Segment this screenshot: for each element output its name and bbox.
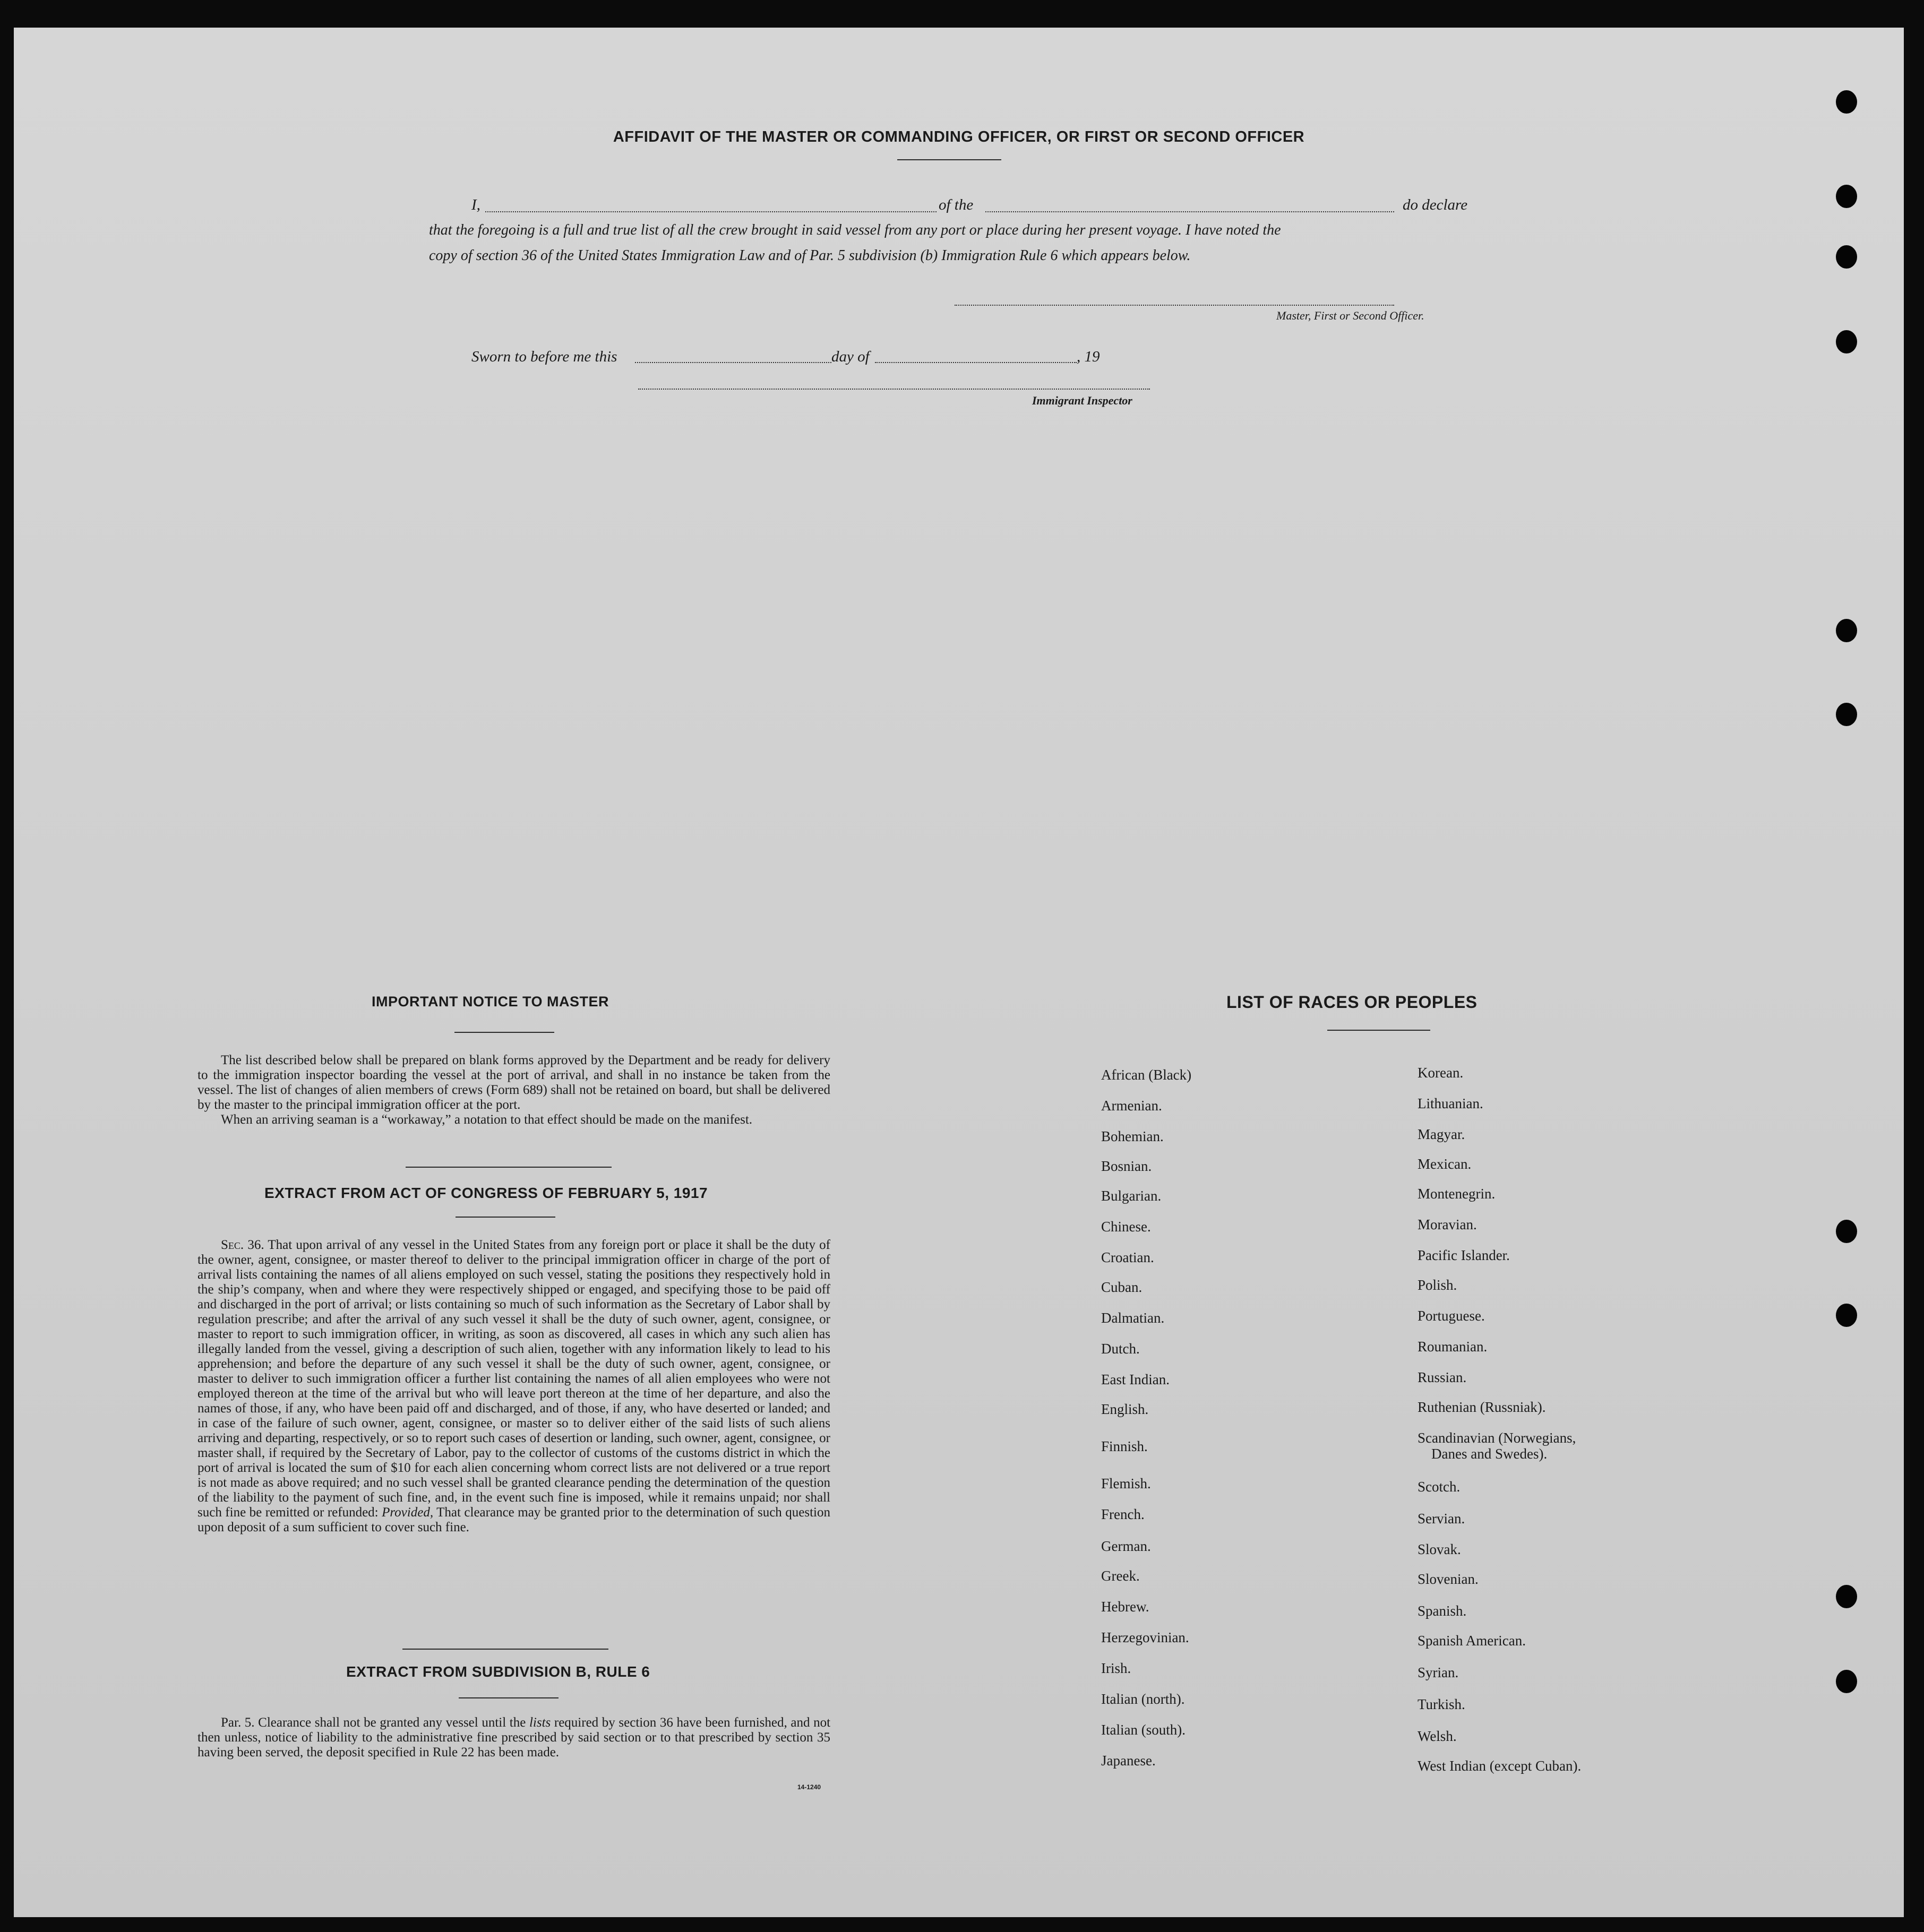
race-item: Magyar.: [1418, 1126, 1465, 1142]
day-of-label: day of: [831, 348, 870, 365]
race-item: Japanese.: [1101, 1753, 1156, 1769]
binder-hole: [1836, 330, 1857, 353]
officer-signature-caption: Master, First or Second Officer.: [1276, 309, 1424, 322]
race-item: Bulgarian.: [1101, 1188, 1162, 1204]
affidavit-i-label: I,: [471, 196, 480, 213]
binder-hole: [1836, 90, 1857, 114]
section-divider: [406, 1167, 612, 1168]
binder-hole: [1836, 1585, 1857, 1608]
race-item: Dalmatian.: [1101, 1310, 1165, 1326]
race-item: Scotch.: [1418, 1479, 1461, 1495]
race-item: Slovenian.: [1418, 1571, 1479, 1587]
act-extract-title: EXTRACT FROM ACT OF CONGRESS OF FEBRUARY 5, 1917: [264, 1185, 708, 1201]
affidavit-of-the-label: of the: [939, 196, 974, 213]
inspector-signature-field[interactable]: [638, 389, 1150, 390]
race-item: Portuguese.: [1418, 1308, 1485, 1324]
race-item: Italian (north).: [1101, 1691, 1185, 1707]
affidavit-do-declare: do declare: [1403, 196, 1468, 213]
race-item: Syrian.: [1418, 1664, 1459, 1680]
affidavit-title: AFFIDAVIT OF THE MASTER OR COMMANDING OFFICER, OR FIRST OR SECOND OFFICER: [613, 128, 1305, 145]
notice-paragraph-2: When an arriving seaman is a “workaway,” a notation to that effect should be made on the manifest.: [221, 1112, 753, 1127]
race-item: Cuban.: [1101, 1279, 1143, 1295]
rule-extract-title: EXTRACT FROM SUBDIVISION B, RULE 6: [346, 1663, 650, 1680]
race-item: Hebrew.: [1101, 1599, 1149, 1615]
affidavit-line-3: copy of section 36 of the United States Immigration Law and of Par. 5 subdivision (b) Immigration Rule 6 which appears below.: [429, 247, 1191, 264]
act-title-rule: [456, 1217, 555, 1218]
race-item: Dutch.: [1101, 1341, 1140, 1357]
race-item: Croatian.: [1101, 1249, 1154, 1265]
affidavit-title-rule: [897, 159, 1001, 160]
race-item: Servian.: [1418, 1511, 1465, 1526]
race-item: African (Black): [1101, 1067, 1192, 1083]
binder-hole: [1836, 619, 1857, 642]
sworn-label: Sworn to before me this: [471, 348, 617, 365]
race-item: Armenian.: [1101, 1098, 1162, 1114]
race-item: Irish.: [1101, 1660, 1131, 1676]
manifest-page: [14, 28, 1904, 1917]
race-item: French.: [1101, 1506, 1145, 1522]
race-item: Ruthenian (Russniak).: [1418, 1399, 1546, 1415]
binder-hole: [1836, 1670, 1857, 1693]
races-title: LIST OF RACES OR PEOPLES: [1226, 993, 1478, 1012]
race-item: Polish.: [1418, 1277, 1457, 1293]
act-extract-text: That upon arrival of any vessel in the United States from any foreign port or place it shall be the duty of the owner, agent, consignee, or master thereof to deliver to the principal immigration officer in charge of the port of arrival lists containing the names of all aliens employed on such vessel, stating the positions they respectively hold in the ship’s company, when and where they were respectively shipped or engaged, and specifying those to be paid off and discharged in the port of arrival; or lists containing so much of such information as the Secretary of Labor shall by regulation prescribe; and after the arrival of any such vessel it shall be the duty of such owner, agent, consignee, or master to report to such immigration officer, in writing, as soon as discovered, all cases in which any such alien has illegally landed from the vessel, giving a description of such alien, together with any information likely to lead to his apprehension; and before the departure of any such vessel it shall be the duty of such owner, agent, consignee, or master to deliver to such immigration officer a further list containing the names of all alien employees who were not employed thereon at the time of the arrival but who will leave port thereon at the time of her departure, and also the names of those, if any, who have been paid off and discharged, and of those, if any, who have deserted or landed; and in case of the failure of such owner, agent, consignee, or master so to deliver either of the said lists of such aliens arriving and departing, respectively, or so to report such cases of desertion or landing, such owner, agent, consignee, or master shall, if required by the Secretary of Labor, pay to the collector of customs of the customs district in which the port of arrival is located the sum of $10 for each alien concerning whom correct lists are not delivered or a true report is not made as above required; and no such vessel shall be granted clearance pending the determination of the question of the liability to the payment of such fine, and, in the event such fine is imposed, while it remains unpaid; nor shall such fine be remitted or refunded:: [197, 1238, 830, 1520]
race-item: Chinese.: [1101, 1219, 1151, 1235]
rule-text-a: Par. 5. Clearance shall not be granted any vessel until the: [221, 1715, 526, 1730]
race-item: Russian.: [1418, 1369, 1467, 1385]
sworn-month-field[interactable]: [875, 362, 1077, 363]
race-item: Italian (south).: [1101, 1722, 1186, 1738]
notice-paragraph-1: The list described below shall be prepared on blank forms approved by the Department and be ready for delivery to the immigration inspector boarding the vessel at the port of arrival, and shall in no instance be taken from the vessel. The list of changes of alien members of crews (Form 689) shall not be retained on board, but shall be delivered by the master to the principal immigration officer at the port.: [197, 1053, 830, 1112]
race-item: Herzegovinian.: [1101, 1629, 1189, 1645]
lists-word: lists: [529, 1715, 551, 1730]
race-item: Roumanian.: [1418, 1339, 1488, 1355]
race-item: Turkish.: [1418, 1696, 1465, 1712]
race-item: German.: [1101, 1538, 1151, 1554]
inspector-caption: Immigrant Inspector: [1032, 394, 1132, 407]
race-item-continuation: Danes and Swedes).: [1431, 1446, 1548, 1462]
binder-hole: [1836, 703, 1857, 726]
race-item: Scandinavian (Norwegians,: [1418, 1430, 1576, 1446]
notice-title-rule: [454, 1032, 554, 1033]
race-item: Pacific Islander.: [1418, 1247, 1510, 1263]
binder-hole: [1836, 185, 1857, 208]
section-divider: [402, 1649, 608, 1650]
race-item: Moravian.: [1418, 1217, 1477, 1232]
sworn-day-field[interactable]: [635, 362, 831, 363]
sec-36-label: Sec. 36.: [221, 1238, 264, 1252]
race-item: Spanish American.: [1418, 1633, 1526, 1649]
race-item: Greek.: [1101, 1568, 1140, 1584]
rule-text-b: required by section 36 have been furnished, and not then unless, notice of liability to the administrative fine prescribed by said section or to that prescribed by section 35 having been served, the deposit specified in Rule 22 has been made.: [197, 1715, 831, 1760]
act-extract-text-end: That clearance may be granted prior to the determination of such question upon deposit of a sum sufficient to cover such fine.: [197, 1505, 831, 1534]
binder-hole: [1836, 1220, 1857, 1243]
race-item: Bohemian.: [1101, 1128, 1164, 1144]
act-extract-body: [197, 1238, 830, 1535]
race-item: Lithuanian.: [1418, 1096, 1483, 1111]
master-name-field[interactable]: [485, 211, 937, 212]
race-item: Spanish.: [1418, 1603, 1467, 1619]
binder-hole: [1836, 1304, 1857, 1327]
affidavit-line-2: that the foregoing is a full and true list of all the crew brought in said vessel from any port or place during her present voyage. I have noted the: [429, 222, 1281, 238]
race-item: East Indian.: [1101, 1372, 1170, 1387]
race-item: West Indian (except Cuban).: [1418, 1758, 1582, 1774]
races-title-rule: [1327, 1030, 1430, 1031]
race-item: Welsh.: [1418, 1728, 1457, 1744]
sworn-year-label: , 19: [1077, 348, 1100, 365]
rule-title-rule: [459, 1697, 559, 1698]
race-item: English.: [1101, 1401, 1149, 1417]
race-item: Bosnian.: [1101, 1158, 1152, 1174]
race-item: Montenegrin.: [1418, 1186, 1496, 1202]
notice-title: IMPORTANT NOTICE TO MASTER: [372, 994, 609, 1010]
race-item: Flemish.: [1101, 1476, 1151, 1491]
race-item: Mexican.: [1418, 1156, 1472, 1172]
notice-body: [197, 1053, 830, 1127]
rule-extract-body: [197, 1715, 830, 1760]
vessel-name-field[interactable]: [985, 211, 1394, 212]
form-code: 14-1240: [797, 1783, 821, 1791]
race-item: Finnish.: [1101, 1438, 1148, 1454]
race-item: Slovak.: [1418, 1541, 1461, 1557]
provided-word: Provided,: [382, 1505, 434, 1520]
race-item: Korean.: [1418, 1065, 1464, 1081]
officer-signature-field[interactable]: [955, 305, 1394, 306]
binder-hole: [1836, 245, 1857, 269]
